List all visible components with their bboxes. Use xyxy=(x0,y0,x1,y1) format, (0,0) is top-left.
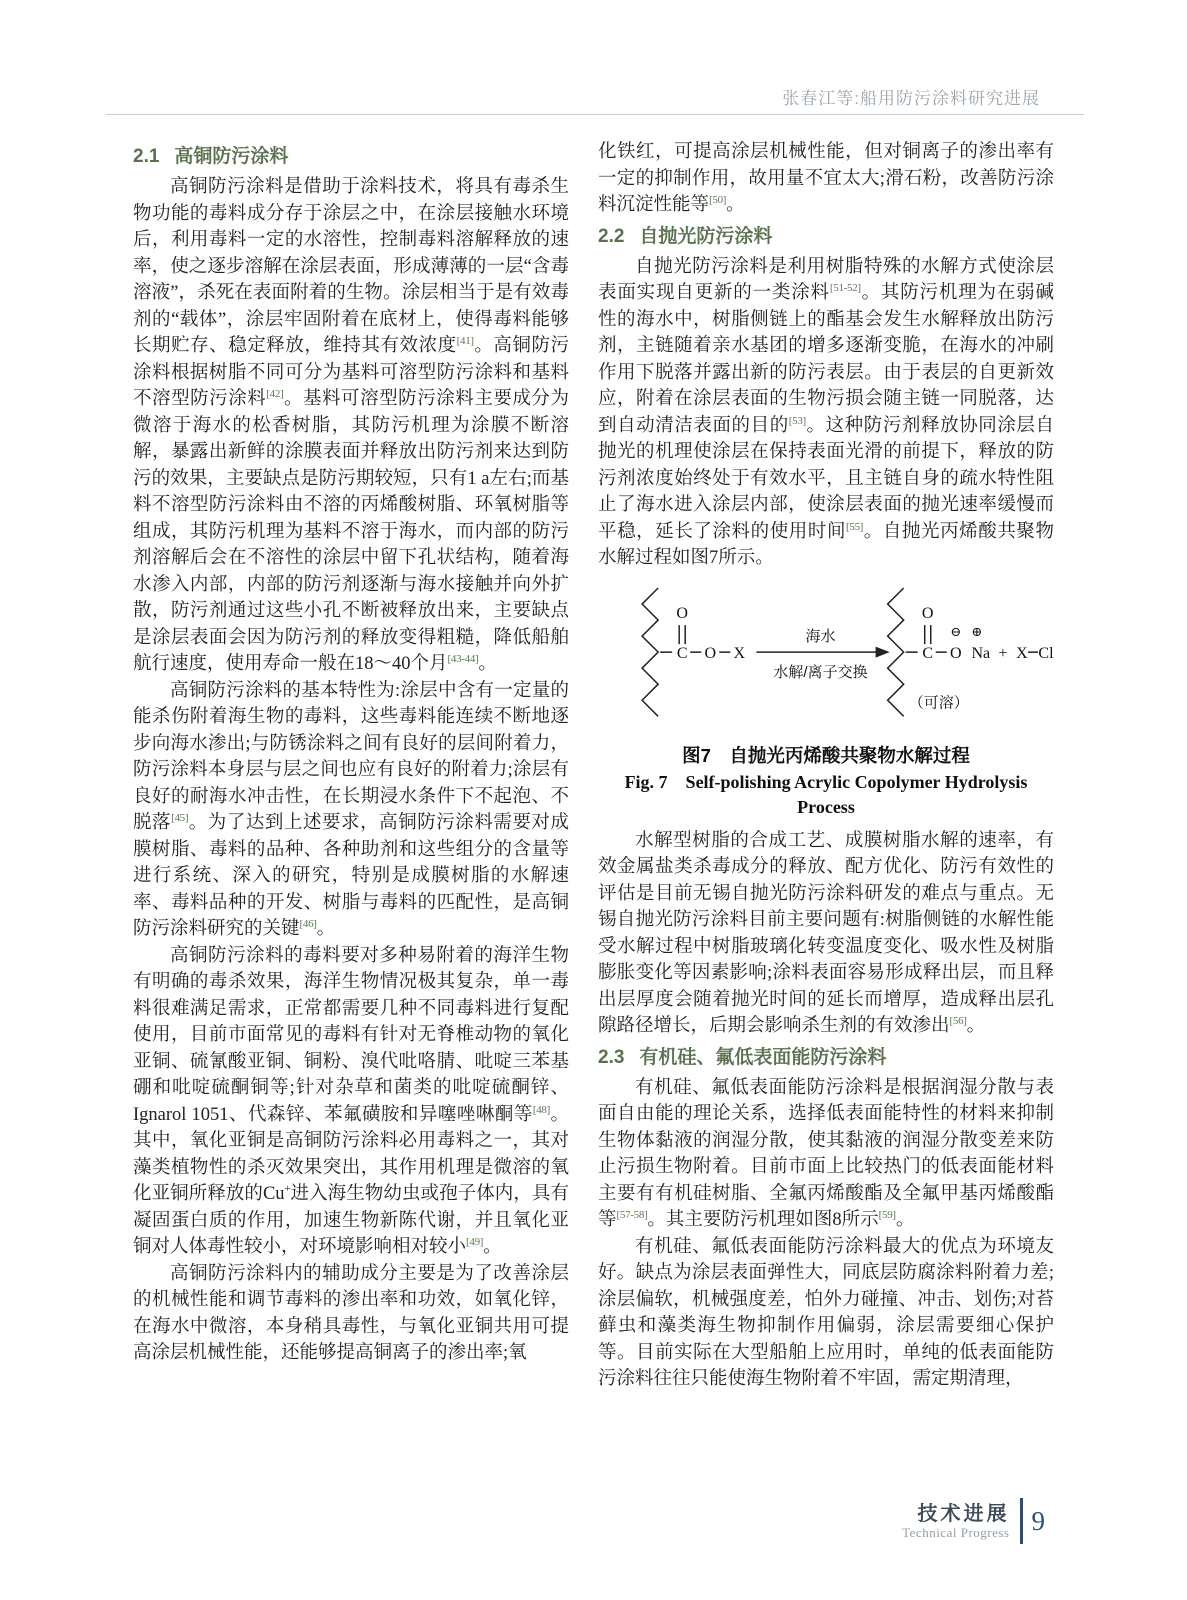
section-heading-2-3 xyxy=(598,1044,1054,1071)
citation-superscript: [57-58] xyxy=(616,1209,648,1222)
citation-superscript: [48] xyxy=(532,1103,550,1116)
citation-superscript: [53] xyxy=(788,414,806,427)
atom-o: O xyxy=(704,644,717,662)
citation-superscript: [55] xyxy=(846,520,864,533)
page-number: 9 xyxy=(1031,1505,1045,1536)
page-footer xyxy=(902,1498,1045,1544)
figure7-left-molecule xyxy=(642,588,745,716)
right-column xyxy=(598,139,1054,1393)
paragraph: 高铜防污涂料的毒料要对多种易附着的海洋生物有明确的毒杀效果，海洋生物情况极其复杂，单一毒料很难满足需求，正常都需要几种不同毒料进行复配使用，目前市面常见的毒料有针对无脊椎动物的氧化亚铜、硫氰酸亚铜、铜粉、溴代吡咯腈、吡啶三苯基硼和吡啶硫酮铜等;针对杂草和菌类的吡啶硫酮锌、Ignarol 1051、代森锌、苯氟磺胺和异噻唑啉酮等[48]。其中，氧化亚铜是高铜防污涂料必用毒料之一，其对藻类植物性的杀灭效果突出，其作用机理是微溶的氧化亚铜所释放的Cu+进入海生物幼虫或孢子体内，具有凝固蛋白质的作用，加速生物新陈代谢，并且氧化亚铜对人体毒性较小，对环境影响相对较小[49]。 xyxy=(133,945,569,1257)
atom-o-double: O xyxy=(676,604,688,622)
charge-minus-icon: ⊖ xyxy=(950,623,962,639)
section-heading-2-2 xyxy=(598,223,1054,250)
atom-x: X xyxy=(1016,644,1028,662)
citation-superscript: [45] xyxy=(171,811,189,824)
plus-sign: + xyxy=(998,644,1008,662)
soluble-label: （可溶） xyxy=(908,693,969,711)
charge-plus-icon: ⊕ xyxy=(971,623,983,639)
section-title: 有机硅、氟低表面能防污涂料 xyxy=(639,1046,887,1068)
atom-c: C xyxy=(676,644,688,662)
running-head: 张春江等:船用防污涂料研究进展 xyxy=(782,89,1040,108)
figure7-caption-cn: 图7 自抛光丙烯酸共聚物水解过程 xyxy=(682,744,970,766)
paragraph: 高铜防污涂料的基本特性为:涂层中含有一定量的能杀伤附着海生物的毒料，这些毒料能连续不断地逐步向海水渗出;与防锈涂料之间有良好的层间附着力，防污涂料本身层与层之间也应有良好的附着力;涂层有良好的耐海水冲击性，在长期浸水条件下不起泡、不脱落[45]。为了达到上述要求，高铜防污涂料需要对成膜树脂、毒料的品种、各种助剂和这些组分的含量等进行系统、深入的研究，特别是成膜树脂的水解速率、毒料品种的开发、树脂与毒料的匹配性，是高铜防污涂料研究的关键[46]。 xyxy=(133,680,569,939)
citation-superscript: [51-52] xyxy=(829,281,861,294)
footer-section-cn: 技术进展 xyxy=(917,1502,1010,1525)
superscript: + xyxy=(284,1182,291,1195)
section-title: 高铜防污涂料 xyxy=(174,146,289,167)
citation-superscript: [42] xyxy=(266,387,284,400)
section-heading-2-1 xyxy=(133,143,569,170)
arrow-label-top: 海水 xyxy=(805,627,836,645)
atom-c: C xyxy=(922,644,934,662)
atom-na: Na xyxy=(971,644,991,662)
footer-section-label xyxy=(902,1503,1009,1540)
figure7-caption-en: Fig. 7 Self-polishing Acrylic Copolymer Hydrolysis Process xyxy=(624,771,1028,817)
header-rule xyxy=(106,114,1084,115)
figure7-reaction-arrow xyxy=(756,628,889,681)
paragraph: 水解型树脂的合成工艺、成膜树脂水解的速率，有效金属盐类杀毒成分的释放、配方优化、防污有效性的评估是目前无锡自抛光防污涂料研发的难点与重点。无锡自抛光防污涂料目前主要问题有:树脂侧链的水解性能受水解过程中树脂玻璃化转变温度变化、吸水性及树脂膨胀变化等因素影响;涂料表面容易形成释出层，而且释出层厚度会随着抛光时间的延长而增厚，造成释出层孔隙路径增长，后期会影响杀生剂的有效渗出[56]。 xyxy=(598,830,1054,1037)
paragraph: 高铜防污涂料是借助于涂料技术，将具有毒杀生物功能的毒料成分存于涂层之中，在涂层接触水环境后，利用毒料一定的水溶性，控制毒料溶解释放的速率，使之逐步溶解在涂层表面，形成薄薄的一层“含毒溶液”，杀死在表面附着的生物。涂层相当于是有效毒剂的“载体”，涂层牢固附着在底材上，使得毒料能够长期贮存、稳定释放，维持其有效浓度[41]。高铜防污涂料根据树脂不同可分为基料可溶型防污涂料和基料不溶型防污涂料[42]。基料可溶型防污涂料主要成分为微溶于海水的松香树脂，其防污机理为涂膜不断溶解，暴露出新鲜的涂膜表面并释放出防污剂来达到防污的效果，主要缺点是防污期较短，只有1 a左右;而基料不溶型防污涂料由不溶的丙烯酸树脂、环氧树脂等组成，其防污机理为基料不溶于海水，而内部的防污剂溶解后会在不溶性的涂层中留下孔状结构，随着海水渗入内部，内部的防污剂逐渐与海水接触并向外扩散，防污剂通过这些小孔不断被释放出来，主要缺点是涂层表面会因为防污剂的释放变得粗糙，降低船舶航行速度，使用寿命一般在18～40个月[43-44]。 xyxy=(133,177,569,674)
arrow-label-bottom: 水解/离子交换 xyxy=(773,663,868,681)
citation-superscript: [46] xyxy=(299,917,317,930)
section-title: 自抛光防污涂料 xyxy=(639,225,773,247)
paragraph: 自抛光防污涂料是利用树脂特殊的水解方式使涂层表面实现自更新的一类涂料[51-52]。其防污机理为在弱碱性的海水中，树脂侧链上的酯基会发生水解释放出防污剂，主链随着亲水基团的增多逐渐变脆，在海水的冲刷作用下脱落并露出新的防污表层。由于表层的自更新效应，附着在涂层表面的生物污损会随主链一同脱落，达到自动清洁表面的目的[53]。这种防污剂释放协同涂层自抛光的机理使涂层在保持表面光滑的前提下，释放的防污剂浓度始终处于有效水平，且主链自身的疏水特性阻止了海水进入涂层内部，使涂层表面的抛光速率缓慢而平稳，延长了涂料的使用时间[55]。自抛光丙烯酸共聚物水解过程如图7所示。 xyxy=(598,256,1054,568)
citation-superscript: [50] xyxy=(709,193,727,206)
citation-superscript: [49] xyxy=(466,1235,484,1248)
footer-section-en: Technical Progress xyxy=(902,1524,1010,1540)
atom-o-anion: O xyxy=(949,644,962,662)
footer-divider-bar xyxy=(1020,1498,1023,1544)
atom-cl: Cl xyxy=(1038,644,1054,662)
section-number: 2.3 xyxy=(598,1046,625,1068)
section-number: 2.1 xyxy=(133,146,160,167)
citation-superscript: [43-44] xyxy=(447,652,479,665)
paragraph: 化铁红，可提高涂层机械性能，但对铜离子的渗出率有一定的抑制作用，故用量不宜太大;滑石粉，改善防污涂料沉淀性能等[50]。 xyxy=(598,142,1054,215)
paragraph: 高铜防污涂料内的辅助成分主要是为了改善涂层的机械性能和调节毒料的渗出率和功效，如氧化锌，在海水中微溶，本身稍具毒性，与氧化亚铜共用可提高涂层机械性能，还能够提高铜离子的渗出率;氧 xyxy=(133,1263,569,1363)
atom-x: X xyxy=(733,644,746,662)
paragraph: 有机硅、氟低表面能防污涂料最大的优点为环境友好。缺点为涂层表面弹性大，同底层防腐涂料附着力差;涂层偏软，机械强度差，怕外力碰撞、冲击、划伤;对苔藓虫和藻类海生物抑制作用偏弱，涂层需要细心保护等。目前实际在大型船舶上应用时，单纯的低表面能防污涂料往往只能使海生物附着不牢固，需定期清理， xyxy=(598,1236,1054,1390)
paragraph: 有机硅、氟低表面能防污涂料是根据润湿分散与表面自由能的理论关系，选择低表面能特性的材料来抑制生物体黏液的润湿分散，使其黏液的润湿分散变差来防止污损生物附着。目前市面上比较热门的低表面能材料主要有有机硅树脂、全氟丙烯酸酯及全氟甲基丙烯酸酯等[57-58]。其主要防污机理如图8所示[59]。 xyxy=(598,1077,1054,1231)
figure7-right-molecule xyxy=(888,588,1054,716)
left-column xyxy=(133,139,569,1367)
citation-superscript: [41] xyxy=(456,334,474,347)
figure7-svg xyxy=(598,584,1054,734)
atom-o-double: O xyxy=(921,604,934,622)
citation-superscript: [56] xyxy=(949,1015,967,1028)
figure7-hydrolysis-diagram xyxy=(598,584,1054,734)
section-number: 2.2 xyxy=(598,225,625,247)
citation-superscript: [59] xyxy=(878,1209,896,1222)
